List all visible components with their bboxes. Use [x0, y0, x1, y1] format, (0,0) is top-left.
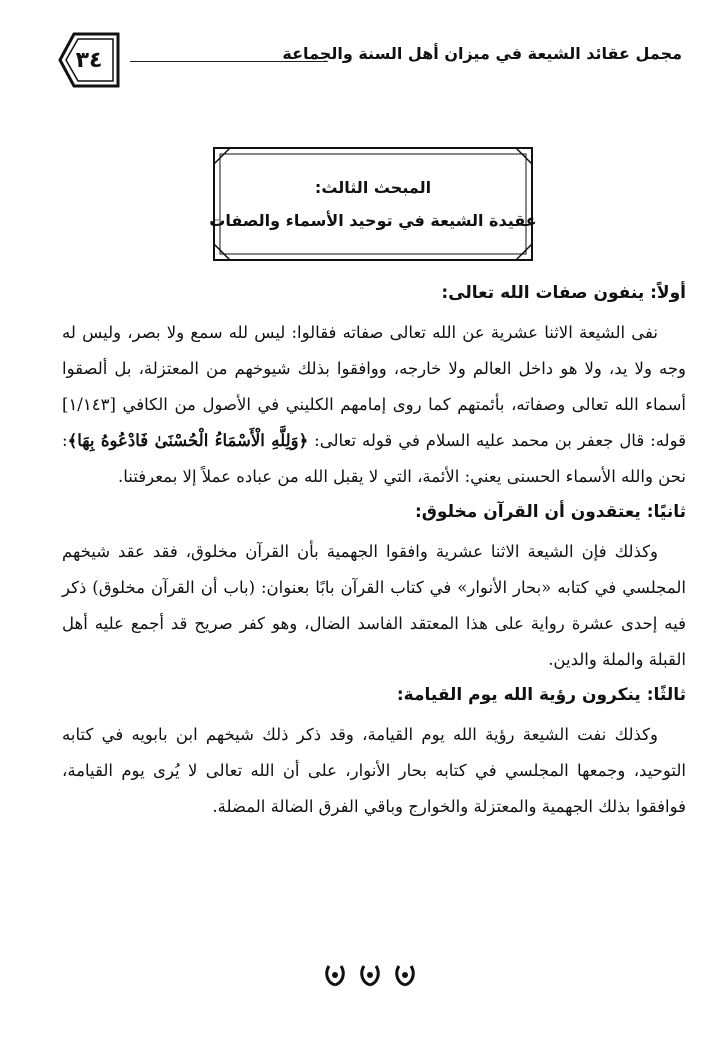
quran-verse: ﴿وَلِلَّهِ الْأَسْمَاءُ الْحُسْنَىٰ فَادْعُوهُ بِهَا﴾	[67, 431, 309, 450]
wreath-icon	[322, 962, 348, 988]
section-label: المبحث الثالث:	[314, 178, 432, 197]
paragraph-3: وكذلك نفت الشيعة رؤية الله يوم القيامة، وقد ذكر ذلك شيخهم ابن بابويه في كتابه التوحيد، وجمعها المجلسي في كتابه بحار الأنوار، على أن الله تعالى لا يُرى يوم القيامة، فوافقوا بذلك الجهمية والمعتزلة والخوارج وباقي الفرق الضالة المضلة.	[62, 725, 686, 816]
wreath-icon	[357, 962, 383, 988]
triple-wreath-ornament-icon	[322, 960, 418, 990]
paragraph-1-text-b: : نحن والله الأسماء الحسنى يعني: الأئمة، التي لا يقبل الله من عباده عملاً إلا بمعرفتنا.	[62, 431, 686, 486]
main-content	[62, 280, 686, 829]
page-number: ٣٤	[75, 47, 103, 73]
wreath-icon	[392, 962, 418, 988]
section-title-box	[209, 146, 537, 262]
running-title: مجمل عقائد الشيعة في ميزان أهل السنة والجماعة	[282, 44, 682, 63]
paragraph-2: وكذلك فإن الشيعة الاثنا عشرية وافقوا الجهمية بأن القرآن مخلوق، فقد عقد شيخهم المجلسي في كتابه «بحار الأنوار» في كتاب القرآن بابًا بعنوان: (باب أن القرآن مخلوق) ذكر فيه إحدى عشرة رواية على هذا المعتقد الفاسد الضال، وهو كفر صريح قد أجمع عليه أهل القبلة والملة والدين.	[62, 542, 686, 669]
paragraph-1	[62, 315, 686, 495]
heading-1: أولاً: ينفون صفات الله تعالى:	[441, 283, 686, 303]
page-header	[56, 30, 684, 90]
section-title: عقيدة الشيعة في توحيد الأسماء والصفات	[209, 211, 537, 230]
heading-2: ثانيًا: يعتقدون أن القرآن مخلوق:	[414, 502, 686, 522]
page-number-badge	[56, 30, 122, 90]
heading-3: ثالثًا: ينكرون رؤية الله يوم القيامة:	[396, 685, 686, 705]
paragraph-1-text-a: نفى الشيعة الاثنا عشرية عن الله تعالى صفاته فقالوا: ليس لله سمع ولا بصر، وليس له وجه ولا يد، ولا هو داخل العالم ولا خارجه، ووافقوا بذلك شيوخهم من المعتزلة، بل ألصقوا أسماء الله تعالى وصفاته، بأئمتهم كما روى إمامهم الكليني في الأصول من الكافي [١/١٤٣] قوله: قال جعفر بن محمد عليه السلام في قوله تعالى:	[62, 323, 686, 450]
